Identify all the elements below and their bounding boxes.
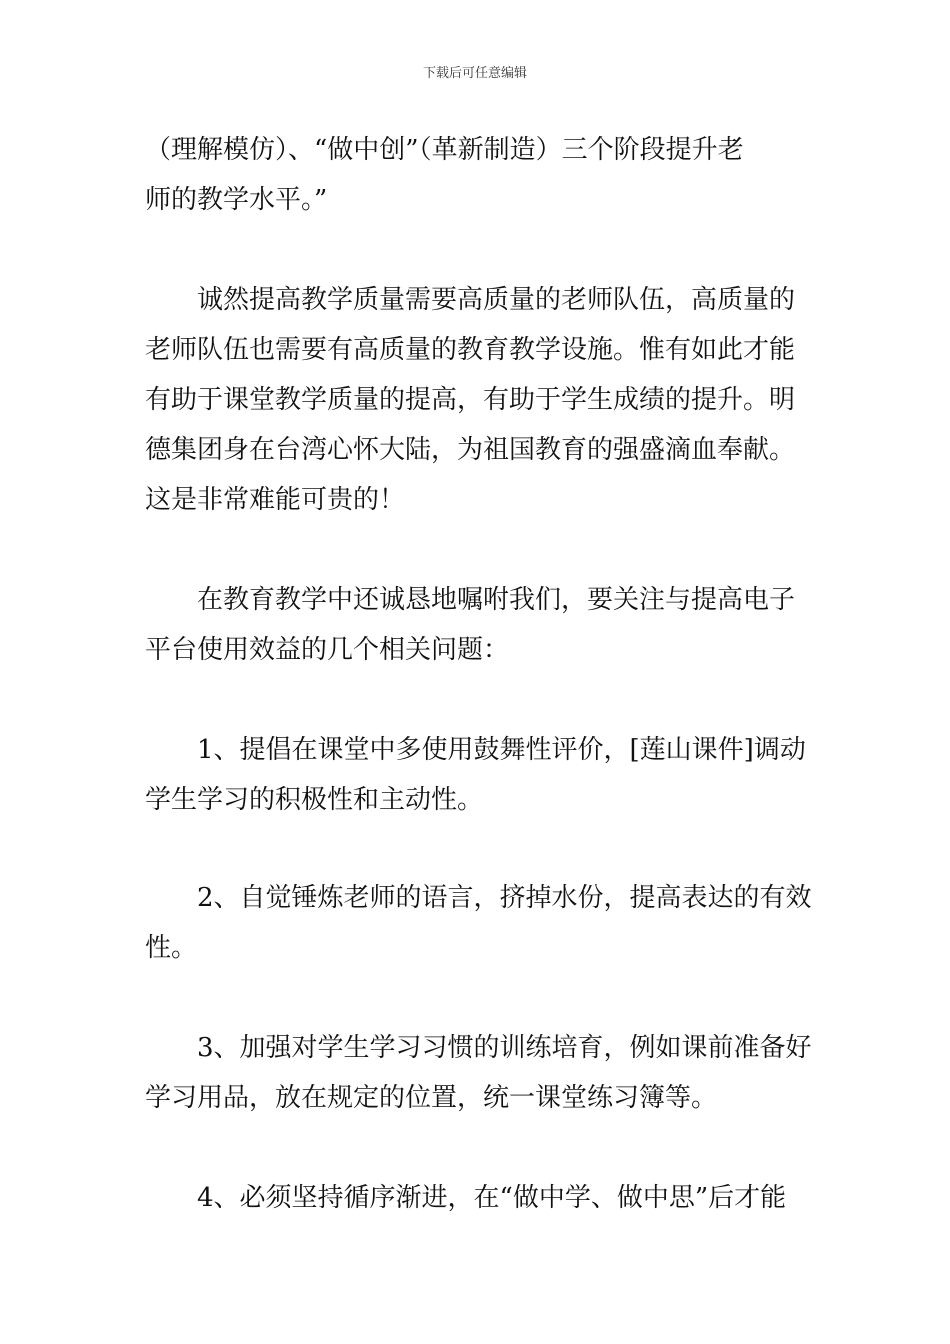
text-line: 老师队伍也需要有高质量的教育教学设施。惟有如此才能 [145, 335, 796, 365]
text-line: 学习用品，放在规定的位置，统一课堂练习簿等。 [145, 1083, 718, 1113]
list-item-3-first-line: 3、加强对学生学习习惯的训练培育，例如课前准备好 [197, 1033, 812, 1063]
text-line: 师的教学水平。” [145, 185, 328, 215]
list-item-2-first-line: 2、自觉锤炼老师的语言，挤掉水份，提高表达的有效 [197, 883, 812, 913]
paragraph-first-line: 诚然提高教学质量需要高质量的老师队伍，高质量的 [197, 285, 796, 315]
text-line: 有助于课堂教学质量的提高，有助于学生成绩的提升。明 [145, 385, 796, 415]
text-line: 这是非常难能可贵的！ [145, 485, 406, 515]
text-line: 平台使用效益的几个相关问题： [145, 635, 510, 665]
text-line: 学生学习的积极性和主动性。 [145, 785, 484, 815]
paragraph-first-line: 在教育教学中还诚恳地嘱咐我们，要关注与提高电子 [197, 585, 796, 615]
text-line: 性。 [145, 933, 198, 963]
page-header: 下载后可任意编辑 [422, 66, 527, 81]
list-item-1-first-line: 1、提倡在课堂中多使用鼓舞性评价，[莲山课件]调动 [197, 735, 806, 765]
text-line: （理解模仿）、“做中创”（革新制造）三个阶段提升老 [145, 135, 744, 165]
text-line: 德集团身在台湾心怀大陆，为祖国教育的强盛滴血奉献。 [145, 435, 796, 465]
list-item-4-first-line: 4、必须坚持循序渐进，在“做中学、做中思”后才能 [197, 1183, 787, 1213]
